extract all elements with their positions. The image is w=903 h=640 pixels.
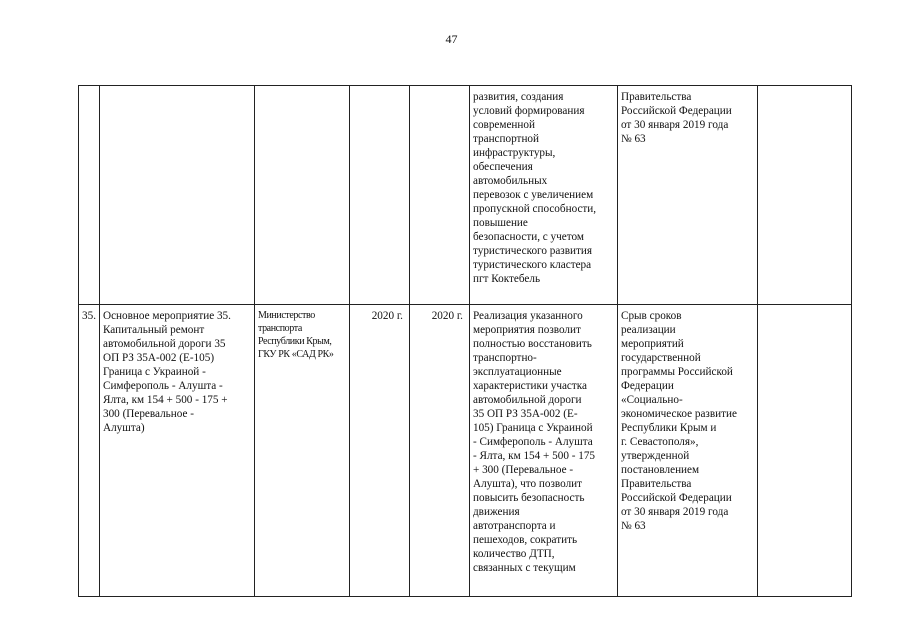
cell-consequences: Правительства Российской Федерации от 30 января 2019 года № 63 <box>617 86 757 305</box>
cell-end-year <box>409 86 469 305</box>
cell-number: 35. <box>79 305 100 597</box>
cell-number <box>79 86 100 305</box>
program-measures-table <box>78 85 852 597</box>
cell-executor: Министерство транспорта Республики Крым, ГКУ РК «САД РК» <box>254 305 349 597</box>
cell-link <box>757 305 851 597</box>
cell-start-year: 2020 г. <box>349 305 409 597</box>
cell-expected-result: развития, создания условий формирования современной транспортной инфраструктуры, обеспечения автомобильных перевозок с увеличением пропускной способности, повышение безопасности, с учетом туристического развития туристического кластера пгт Коктебель <box>469 86 617 305</box>
cell-end-year: 2020 г. <box>409 305 469 597</box>
table-row <box>79 305 852 597</box>
cell-measure-name: Основное мероприятие 35. Капитальный ремонт автомобильной дороги 35 ОП РЗ 35А-002 (Е-105) Граница с Украиной - Симферополь - Алушта - Ялта, км 154 + 500 - 175 + 300 (Перевальное - Алушта) <box>99 305 254 597</box>
cell-executor <box>254 86 349 305</box>
cell-measure-name <box>99 86 254 305</box>
table-row <box>79 86 852 305</box>
cell-expected-result: Реализация указанного мероприятия позволит полностью восстановить транспортно- эксплуатационные характеристики участка автомобильной дороги 35 ОП РЗ 35А-002 (Е- 105) Граница с Украиной - Симферополь - Алушта - Ялта, км 154 + 500 - 175 + 300 (Перевальное - Алушта), что позволит повысить безопасность движения автотранспорта и пешеходов, сократить количество ДТП, связанных с текущим <box>469 305 617 597</box>
cell-consequences: Срыв сроков реализации мероприятий государственной программы Российской Федерации «Социально- экономическое развитие Республики Крым и г. Севастополя», утвержденной постановлением Правительства Российской Федерации от 30 января 2019 года № 63 <box>617 305 757 597</box>
cell-link <box>757 86 851 305</box>
page-number: 47 <box>445 32 458 46</box>
cell-start-year <box>349 86 409 305</box>
